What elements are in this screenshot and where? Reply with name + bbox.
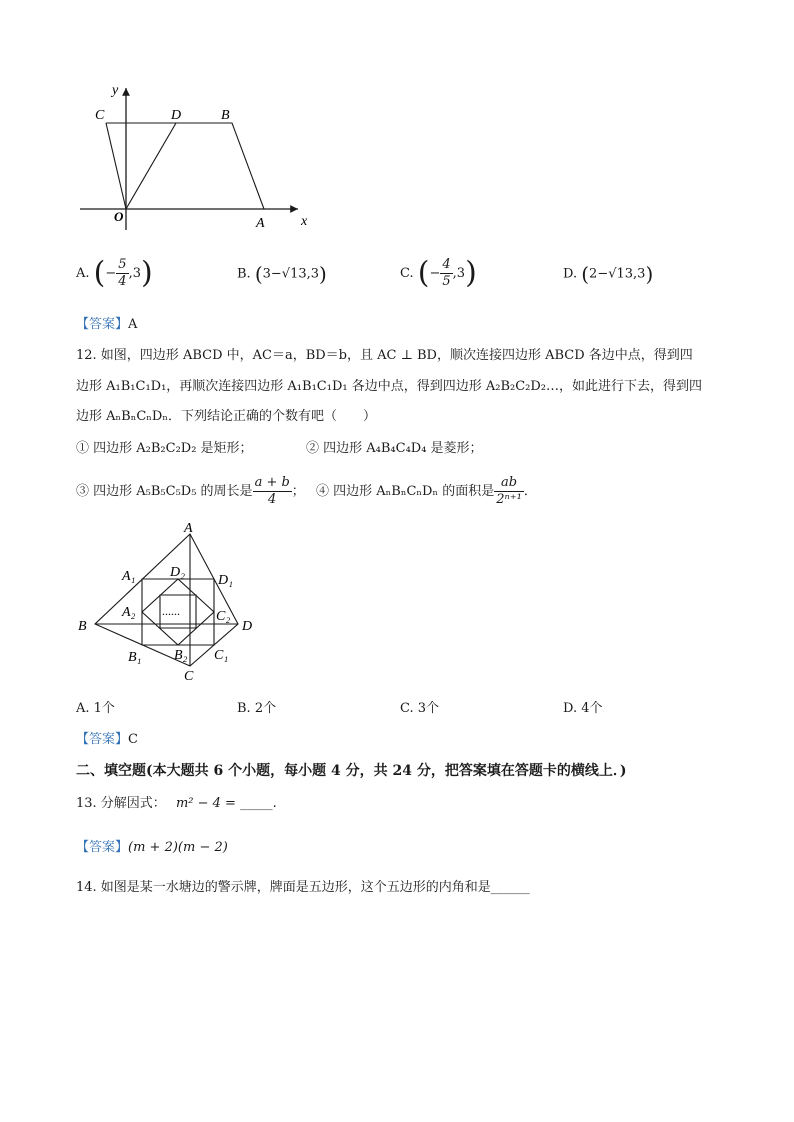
label-B2: B₂ — [174, 648, 188, 663]
label-A1: A₁ — [122, 569, 136, 584]
coordinate-figure — [70, 80, 320, 240]
q13-expression: m² − 4 = _____. — [175, 796, 277, 811]
q12-stem-line3: 边形 AₙBₙCₙDₙ．下列结论正确的个数有吧（ ） — [76, 409, 376, 424]
q12-item-3: ③ 四边形 A₅B₅C₅D₅ 的周长是 $\frac{a + b}{4}$ ； — [76, 475, 305, 507]
label-D2: D₂ — [170, 565, 185, 580]
label-A: A — [184, 521, 193, 536]
label-b: B — [221, 108, 230, 123]
parallelogram — [106, 123, 264, 209]
q12-option-a[interactable]: A. 1个 — [76, 701, 115, 716]
segment-od — [126, 123, 176, 209]
q11-c-fraction: $\frac{4}{5}$ — [442, 257, 451, 289]
answer-label: 【答案】 — [76, 840, 129, 855]
q11-option-b[interactable]: B. (3−√13,3) — [237, 262, 327, 286]
quad-abcd — [95, 534, 238, 666]
q12-option-b[interactable]: B. 2个 — [237, 701, 277, 716]
q12-option-d[interactable]: D. 4个 — [563, 701, 603, 716]
answer-label: 【答案】 — [76, 732, 129, 747]
q12-item-2: ② 四边形 A₄B₄C₄D₄ 是菱形； — [306, 441, 483, 456]
label-y: y — [112, 83, 119, 98]
q12-item-1: ① 四边形 A₂B₂C₂D₂ 是矩形； — [76, 441, 253, 456]
label-C: C — [184, 669, 194, 684]
q11-option-c[interactable]: C. (− $\frac{4}{5}$ ,3) — [400, 255, 477, 291]
q12-stem-line1: 12. 如图，四边形 ABCD 中，AC＝a，BD＝b，且 AC ⊥ BD，顺次连接四边形 ABCD 各边中点，得到四 — [76, 348, 693, 363]
label-B: B — [78, 619, 87, 634]
label-c: C — [95, 108, 105, 123]
q12-answer: 【答案】C — [76, 732, 138, 747]
label-o: O — [114, 209, 124, 224]
label-A2: A₂ — [122, 605, 136, 620]
q11-option-a[interactable]: A. (− $\frac{5}{4}$ ,3) — [76, 255, 153, 291]
q13-answer: 【答案】(m + 2)(m − 2) — [76, 840, 228, 855]
label-D: D — [242, 619, 253, 634]
q11-option-d[interactable]: D. (2−√13,3) — [563, 262, 654, 286]
nested-quadrilateral-figure — [70, 520, 270, 690]
label-B1: B₁ — [128, 650, 142, 665]
q12-item4-fraction: $\frac{ab}{\text{2ⁿ⁺¹}}$ — [496, 475, 522, 507]
q14-stem: 14. 如图是某一水塘边的警示牌，牌面是五边形，这个五边形的内角和是______ — [76, 880, 530, 895]
label-d: D — [171, 108, 182, 123]
answer-label: 【答案】 — [76, 317, 129, 332]
label-x: x — [301, 214, 308, 229]
label-C2: C₂ — [216, 609, 231, 624]
q13-stem: 13. 分解因式： m² − 4 = _____. — [76, 796, 277, 811]
q11-a-fraction: $\frac{5}{4}$ — [118, 257, 127, 289]
q12-stem-line2: 边形 A₁B₁C₁D₁，再顺次连接四边形 A₁B₁C₁D₁ 各边中点，得到四边形 A₂B₂C₂D₂…，如此进行下去，得到四 — [76, 379, 702, 394]
label-a: A — [256, 216, 265, 231]
section-heading: 二、填空题(本大题共 6 个小题，每小题 4 分，共 24 分，把答案填在答题卡的横线上．) — [76, 763, 627, 779]
label-D1: D₁ — [218, 573, 233, 588]
inner-dots: ...... — [162, 604, 180, 618]
q12-option-c[interactable]: C. 3个 — [400, 701, 440, 716]
q12-item-4: ④ 四边形 AₙBₙCₙDₙ 的面积是 $\frac{ab}{\text{2ⁿ⁺¹}}$ ． — [316, 475, 537, 507]
q12-item3-fraction: $\frac{a + b}{4}$ — [254, 475, 290, 507]
label-C1: C₁ — [214, 648, 229, 663]
q11-answer: 【答案】A — [76, 317, 138, 332]
